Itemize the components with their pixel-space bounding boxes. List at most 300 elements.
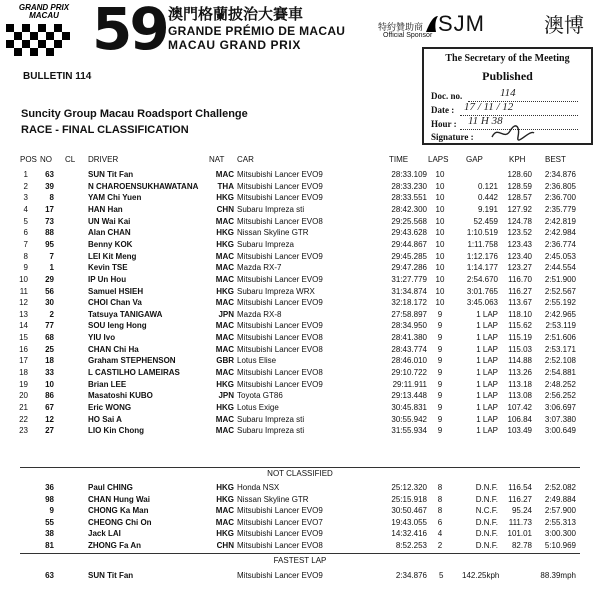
row-no: 10	[45, 379, 54, 389]
col-kph: KPH	[509, 155, 526, 164]
row-nat: MAC	[215, 274, 234, 284]
row-best: 2:42.984	[544, 228, 576, 238]
row-time: 28:43.774	[391, 344, 427, 354]
row-driver: HO Sai A	[88, 414, 122, 424]
row-gap: 1 LAP	[476, 344, 498, 354]
row-laps: 8	[437, 483, 443, 492]
row-time: 19:43.055	[391, 517, 427, 527]
row-pos: 20	[19, 391, 28, 401]
row-car: Subaru Impreza	[237, 239, 294, 249]
row-car: Nissan Skyline GTR	[237, 228, 309, 238]
row-best: 3:07.380	[544, 414, 576, 424]
row-best: 2:48.252	[544, 379, 576, 389]
row-best: 2:55.192	[544, 298, 576, 308]
row-pos: 23	[19, 426, 28, 436]
row-best: 5:10.969	[544, 541, 576, 550]
row-car: Subaru Impreza sti	[237, 426, 305, 436]
row-no: 2	[49, 309, 54, 319]
row-gap: 1 LAP	[476, 403, 498, 412]
row-car: Honda NSX	[237, 483, 280, 492]
row-nat: JPN	[218, 391, 234, 401]
row-best: 2:54.881	[544, 368, 576, 378]
row-gap: 1:10.519	[466, 228, 498, 238]
row-no: 1	[49, 263, 54, 273]
divider-fastest-lap	[20, 553, 580, 554]
row-no: 55	[45, 517, 54, 527]
stamp-date-label: Date :	[431, 105, 455, 115]
row-best: 2:55.313	[544, 517, 576, 527]
stamp-doc-value: 114	[500, 87, 516, 99]
row-driver: Tatsuya TANIGAWA	[88, 309, 163, 319]
row-pos: 17	[19, 356, 28, 366]
row-best: 2:51.900	[544, 274, 576, 284]
row-time: 30:50.467	[391, 506, 427, 516]
row-best: 2:49.884	[544, 494, 576, 504]
row-kph: 123.43	[507, 239, 532, 249]
row-driver: YIU Ivo	[88, 333, 116, 343]
row-gap: 0.442	[477, 193, 498, 203]
fastest-lap-lap: 5	[439, 571, 444, 580]
row-pos: 18	[19, 368, 28, 378]
row-kph: 111.73	[508, 517, 532, 527]
row-pos: 6	[23, 228, 28, 238]
row-kph: 116.54	[508, 483, 532, 492]
sponsor-name: SJM	[438, 11, 485, 36]
row-gap: D.N.F.	[475, 494, 498, 504]
row-driver: UN Wai Kai	[88, 216, 131, 226]
row-time: 31:27.779	[391, 274, 427, 284]
stamp-date-value: 17 / 11 / 12	[464, 101, 514, 113]
row-time: 28:41.380	[391, 333, 427, 343]
row-no: 73	[45, 216, 54, 226]
row-best: 2:36.700	[544, 193, 576, 203]
stamp-hour-label: Hour :	[431, 119, 457, 129]
row-pos: 5	[23, 216, 28, 226]
row-best: 2:51.606	[544, 333, 576, 343]
row-no: 36	[45, 483, 54, 492]
row-nat: MAC	[215, 251, 234, 261]
row-laps: 9	[437, 321, 443, 331]
row-driver: YAM Chi Yuen	[88, 193, 142, 203]
row-best: 2:42.819	[544, 216, 576, 226]
row-kph: 115.19	[508, 333, 532, 343]
row-laps: 10	[435, 204, 445, 214]
row-best: 2:52.567	[544, 286, 576, 296]
row-car: Mitsubishi Lancer EVO8	[237, 541, 323, 550]
row-laps: 9	[437, 414, 443, 424]
row-driver: Graham STEPHENSON	[88, 356, 176, 366]
row-no: 7	[49, 251, 54, 261]
row-gap: D.N.F.	[475, 541, 498, 550]
row-no: 67	[45, 403, 54, 412]
row-car: Subaru Impreza sti	[237, 204, 305, 214]
col-best: BEST	[545, 155, 566, 164]
row-laps: 9	[437, 368, 443, 378]
row-best: 3:06.697	[544, 403, 576, 412]
col-nat: NAT	[209, 155, 225, 164]
row-no: 63	[45, 170, 54, 179]
row-nat: MAC	[215, 263, 234, 273]
row-pos: 7	[23, 239, 28, 249]
row-time: 29:13.448	[391, 391, 427, 401]
row-driver: LIO Kin Chong	[88, 426, 144, 436]
row-laps: 10	[435, 193, 445, 203]
row-driver: Alan CHAN	[88, 228, 131, 238]
row-pos: 22	[19, 414, 28, 424]
row-no: 9	[49, 506, 54, 516]
race-title: RACE - FINAL CLASSIFICATION	[21, 124, 189, 136]
title-chinese: 澳門格蘭披治大賽車	[168, 5, 304, 23]
row-gap: D.N.F.	[475, 483, 498, 492]
row-pos: 3	[23, 193, 28, 203]
row-laps: 8	[437, 494, 443, 504]
row-nat: CHN	[216, 541, 234, 550]
row-pos: 11	[19, 286, 28, 296]
row-gap: 1 LAP	[476, 333, 498, 343]
row-nat: HKG	[216, 529, 234, 539]
row-time: 29:10.722	[391, 368, 427, 378]
row-car: Mitsubishi Lancer EVO9	[237, 274, 323, 284]
row-nat: MAC	[215, 344, 234, 354]
sponsor-label-english: Official Sponsor	[383, 32, 433, 39]
row-nat: MAC	[215, 321, 234, 331]
row-laps: 9	[437, 379, 443, 389]
row-time: 29:25.568	[391, 216, 427, 226]
row-car: Mitsubishi Lancer EVO9	[237, 529, 323, 539]
row-no: 18	[45, 356, 54, 366]
row-kph: 113.67	[508, 298, 532, 308]
stamp-signature-label: Signature :	[431, 132, 474, 142]
row-laps: 9	[437, 333, 443, 343]
row-no: 27	[45, 426, 54, 436]
row-time: 28:46.010	[391, 356, 427, 366]
row-kph: 118.10	[508, 309, 532, 319]
row-car: Lotus Exige	[237, 403, 279, 412]
row-driver: CHOI Chan Va	[88, 298, 142, 308]
row-best: 2:36.805	[544, 181, 576, 191]
sponsor-label-chinese: 特約贊助商	[378, 22, 424, 32]
row-kph: 116.27	[508, 286, 532, 296]
publication-stamp	[422, 47, 593, 145]
row-driver: Eric WONG	[88, 403, 132, 412]
row-pos: 16	[19, 344, 28, 354]
row-no: 95	[45, 239, 54, 249]
row-laps: 9	[437, 356, 443, 366]
title-portuguese: GRANDE PRÉMIO DE MACAU	[168, 24, 346, 38]
row-time: 27:58.897	[391, 309, 427, 319]
row-kph: 128.59	[507, 181, 532, 191]
row-laps: 10	[435, 181, 445, 191]
row-car: Subaru Impreza WRX	[237, 286, 315, 296]
row-car: Mitsubishi Lancer EVO9	[237, 298, 323, 308]
row-kph: 106.84	[507, 414, 532, 424]
row-no: 29	[45, 274, 54, 284]
sponsor-name-chinese: 澳博	[544, 13, 584, 37]
row-time: 14:32.416	[391, 529, 427, 539]
row-time: 8:52.253	[395, 541, 427, 550]
row-best: 2:42.965	[544, 309, 576, 319]
fastest-lap-driver: SUN Tit Fan	[88, 571, 134, 580]
row-no: 86	[45, 391, 54, 401]
row-driver: Paul CHING	[88, 483, 133, 492]
row-nat: HKG	[216, 228, 234, 238]
row-gap: 1 LAP	[476, 321, 498, 331]
row-gap: 52.459	[473, 216, 498, 226]
row-gap: 1 LAP	[476, 379, 498, 389]
row-driver: CHAN Hung Wai	[88, 494, 150, 504]
row-kph: 128.60	[507, 170, 532, 179]
row-time: 28:42.300	[391, 204, 427, 214]
macau-gp-logo	[6, 4, 72, 60]
row-car: Mitsubishi Lancer EVO8	[237, 368, 323, 378]
row-gap: 3:01.765	[466, 286, 498, 296]
row-laps: 10	[435, 251, 445, 261]
row-kph: 113.26	[508, 368, 532, 378]
fastest-lap-car: Mitsubishi Lancer EVO9	[237, 571, 323, 580]
row-nat: HKG	[216, 494, 234, 504]
row-gap: 1:12.176	[466, 251, 498, 261]
row-nat: HKG	[216, 379, 234, 389]
row-time: 32:18.172	[391, 298, 427, 308]
row-kph: 124.78	[507, 216, 532, 226]
row-pos: 9	[23, 263, 28, 273]
row-gap: N.C.F.	[475, 506, 498, 516]
row-no: 25	[45, 344, 54, 354]
row-nat: MAC	[215, 426, 234, 436]
row-kph: 114.88	[508, 356, 532, 366]
row-laps: 2	[437, 541, 443, 550]
row-best: 3:00.300	[544, 529, 576, 539]
row-driver: CHEONG Chi On	[88, 517, 152, 527]
row-gap: 1 LAP	[476, 426, 498, 436]
row-gap: D.N.F.	[475, 517, 498, 527]
row-time: 29:11.911	[392, 379, 427, 389]
row-time: 25:12.320	[391, 483, 427, 492]
row-best: 2:52.082	[544, 483, 576, 492]
row-driver: Samuel HSIEH	[88, 286, 144, 296]
row-pos: 1	[23, 170, 28, 179]
row-nat: MAC	[215, 414, 234, 424]
row-time: 31:34.874	[391, 286, 427, 296]
row-nat: HKG	[216, 403, 234, 412]
row-time: 31:55.934	[391, 426, 427, 436]
row-no: 39	[45, 181, 54, 191]
row-car: Mitsubishi Lancer EVO8	[237, 216, 323, 226]
row-laps: 9	[437, 403, 443, 412]
row-pos: 21	[19, 403, 28, 412]
row-time: 30:45.831	[391, 403, 427, 412]
row-car: Nissan Skyline GTR	[237, 494, 309, 504]
row-no: 77	[45, 321, 54, 331]
row-no: 88	[45, 228, 54, 238]
row-gap: 2:54.670	[466, 274, 498, 284]
row-kph: 123.27	[507, 263, 532, 273]
row-gap: 1 LAP	[476, 356, 498, 366]
stamp-hour-value: 11 H 38	[468, 115, 503, 127]
row-best: 3:00.649	[544, 426, 576, 436]
row-laps: 9	[437, 344, 443, 354]
row-pos: 14	[19, 321, 28, 331]
row-nat: MAC	[215, 506, 234, 516]
row-kph: 115.03	[508, 344, 532, 354]
row-time: 29:47.286	[391, 263, 427, 273]
signature-scribble	[488, 123, 538, 143]
col-time: TIME	[389, 155, 409, 164]
row-nat: MAC	[215, 517, 234, 527]
stamp-title: The Secretary of the Meeting	[445, 53, 570, 64]
row-kph: 113.08	[508, 391, 532, 401]
row-kph: 116.27	[508, 494, 532, 504]
row-kph: 116.70	[508, 274, 532, 284]
row-car: Mitsubishi Lancer EVO9	[237, 170, 323, 179]
row-car: Mitsubishi Lancer EVO9	[237, 506, 323, 516]
row-laps: 9	[437, 309, 443, 319]
row-pos: 13	[19, 309, 28, 319]
row-best: 2:57.900	[544, 506, 576, 516]
row-pos: 15	[19, 333, 28, 343]
row-kph: 95.24	[511, 506, 532, 516]
row-nat: HKG	[216, 239, 234, 249]
row-car: Subaru Impreza sti	[237, 414, 305, 424]
stamp-doc-label: Doc. no.	[431, 91, 463, 101]
bulletin-number: BULLETIN 114	[23, 71, 92, 82]
row-driver: CHAN Chi Ha	[88, 344, 139, 354]
row-driver: LEI Kit Meng	[88, 251, 137, 261]
row-car: Mitsubishi Lancer EVO8	[237, 333, 323, 343]
row-kph: 127.92	[507, 204, 532, 214]
row-car: Toyota GT86	[237, 391, 283, 401]
row-no: 81	[45, 541, 54, 550]
row-time: 30:55.942	[391, 414, 427, 424]
row-no: 98	[45, 494, 54, 504]
row-gap: 3:45.063	[466, 298, 498, 308]
row-time: 25:15.918	[391, 494, 427, 504]
title-english: MACAU GRAND PRIX	[168, 38, 301, 52]
row-driver: Masatoshi KUBO	[88, 391, 153, 401]
row-nat: JPN	[218, 309, 234, 319]
row-nat: HKG	[216, 483, 234, 492]
row-best: 2:34.876	[544, 170, 576, 179]
row-driver: Jack LAI	[88, 529, 121, 539]
row-kph: 123.40	[507, 251, 532, 261]
row-best: 2:35.779	[544, 204, 576, 214]
row-pos: 8	[23, 251, 28, 261]
row-no: 68	[45, 333, 54, 343]
row-driver: HAN Han	[88, 204, 123, 214]
row-car: Mazda RX-8	[237, 309, 282, 319]
row-car: Mitsubishi Lancer EVO9	[237, 251, 323, 261]
col-gap: GAP	[466, 155, 483, 164]
row-best: 2:36.774	[544, 239, 576, 249]
row-gap: 1 LAP	[476, 368, 498, 378]
row-nat: MAC	[215, 298, 234, 308]
row-nat: HKG	[216, 193, 234, 203]
not-classified-title: NOT CLASSIFIED	[267, 469, 333, 478]
row-laps: 10	[435, 170, 445, 179]
row-driver: Kevin TSE	[88, 263, 128, 273]
row-car: Mitsubishi Lancer EVO9	[237, 379, 323, 389]
row-nat: HKG	[216, 286, 234, 296]
fastest-lap-kph: 142.25kph	[462, 571, 500, 580]
row-kph: 128.57	[507, 193, 532, 203]
row-driver: N CHAROENSUKHAWATANA	[88, 181, 199, 191]
row-driver: CHONG Ka Man	[88, 506, 149, 516]
row-best: 2:53.171	[544, 344, 576, 354]
row-best: 2:56.252	[544, 391, 576, 401]
col-cl: CL	[65, 155, 76, 164]
stamp-published: Published	[482, 69, 533, 83]
row-laps: 10	[435, 286, 445, 296]
row-kph: 115.62	[508, 321, 532, 331]
row-laps: 9	[437, 391, 443, 401]
row-pos: 19	[19, 379, 28, 389]
row-kph: 107.42	[507, 403, 532, 412]
event-title: Suncity Group Macau Roadsport Challenge	[21, 108, 248, 120]
divider-not-classified	[20, 467, 580, 468]
row-time: 28:33.551	[391, 193, 427, 203]
col-laps: LAPS	[428, 155, 449, 164]
col-car: CAR	[237, 155, 254, 164]
row-no: 56	[45, 286, 54, 296]
row-gap: 1:11.758	[467, 239, 498, 249]
row-car: Mazda RX-7	[237, 263, 282, 273]
row-car: Mitsubishi Lancer EVO7	[237, 517, 323, 527]
row-nat: GBR	[216, 356, 234, 366]
row-driver: ZHONG Fa An	[88, 541, 142, 550]
row-laps: 9	[437, 426, 443, 436]
logo-text: GRAND PRIX MACAU	[18, 3, 70, 20]
row-laps: 6	[437, 517, 443, 527]
row-time: 29:43.628	[391, 228, 427, 238]
row-no: 12	[45, 414, 54, 424]
row-car: Lotus Elise	[237, 356, 277, 366]
row-pos: 2	[23, 181, 28, 191]
row-best: 2:44.554	[544, 263, 576, 273]
row-laps: 4	[437, 529, 443, 539]
row-pos: 4	[23, 204, 28, 214]
row-driver: SUN Tit Fan	[88, 170, 134, 179]
row-laps: 10	[435, 228, 445, 238]
row-nat: MAC	[215, 333, 234, 343]
row-kph: 123.52	[507, 228, 532, 238]
row-driver: L CASTILHO LAMEIRAS	[88, 368, 180, 378]
fastest-lap-mph: 88.39mph	[540, 571, 576, 580]
row-nat: MAC	[215, 170, 234, 179]
row-driver: SOU Ieng Hong	[88, 321, 147, 331]
row-nat: MAC	[215, 368, 234, 378]
row-laps: 10	[435, 298, 445, 308]
edition-number: 59	[92, 0, 167, 63]
row-best: 2:53.119	[545, 321, 576, 331]
row-no: 38	[45, 529, 54, 539]
row-gap: D.N.F.	[475, 529, 498, 539]
col-driver: DRIVER	[88, 155, 119, 164]
row-time: 29:45.285	[391, 251, 427, 261]
row-no: 30	[45, 298, 54, 308]
row-no: 8	[49, 193, 54, 203]
row-gap: 9.191	[477, 204, 498, 214]
row-no: 17	[45, 204, 54, 214]
row-gap: 1:14.177	[466, 263, 498, 273]
row-time: 29:44.867	[391, 239, 427, 249]
fastest-lap-title: FASTEST LAP	[273, 556, 327, 565]
row-nat: CHN	[216, 204, 234, 214]
row-time: 28:33.109	[391, 170, 427, 179]
row-nat: THA	[217, 181, 234, 191]
row-car: Mitsubishi Lancer EVO9	[237, 193, 323, 203]
row-laps: 8	[437, 506, 443, 516]
row-gap: 1 LAP	[476, 414, 498, 424]
